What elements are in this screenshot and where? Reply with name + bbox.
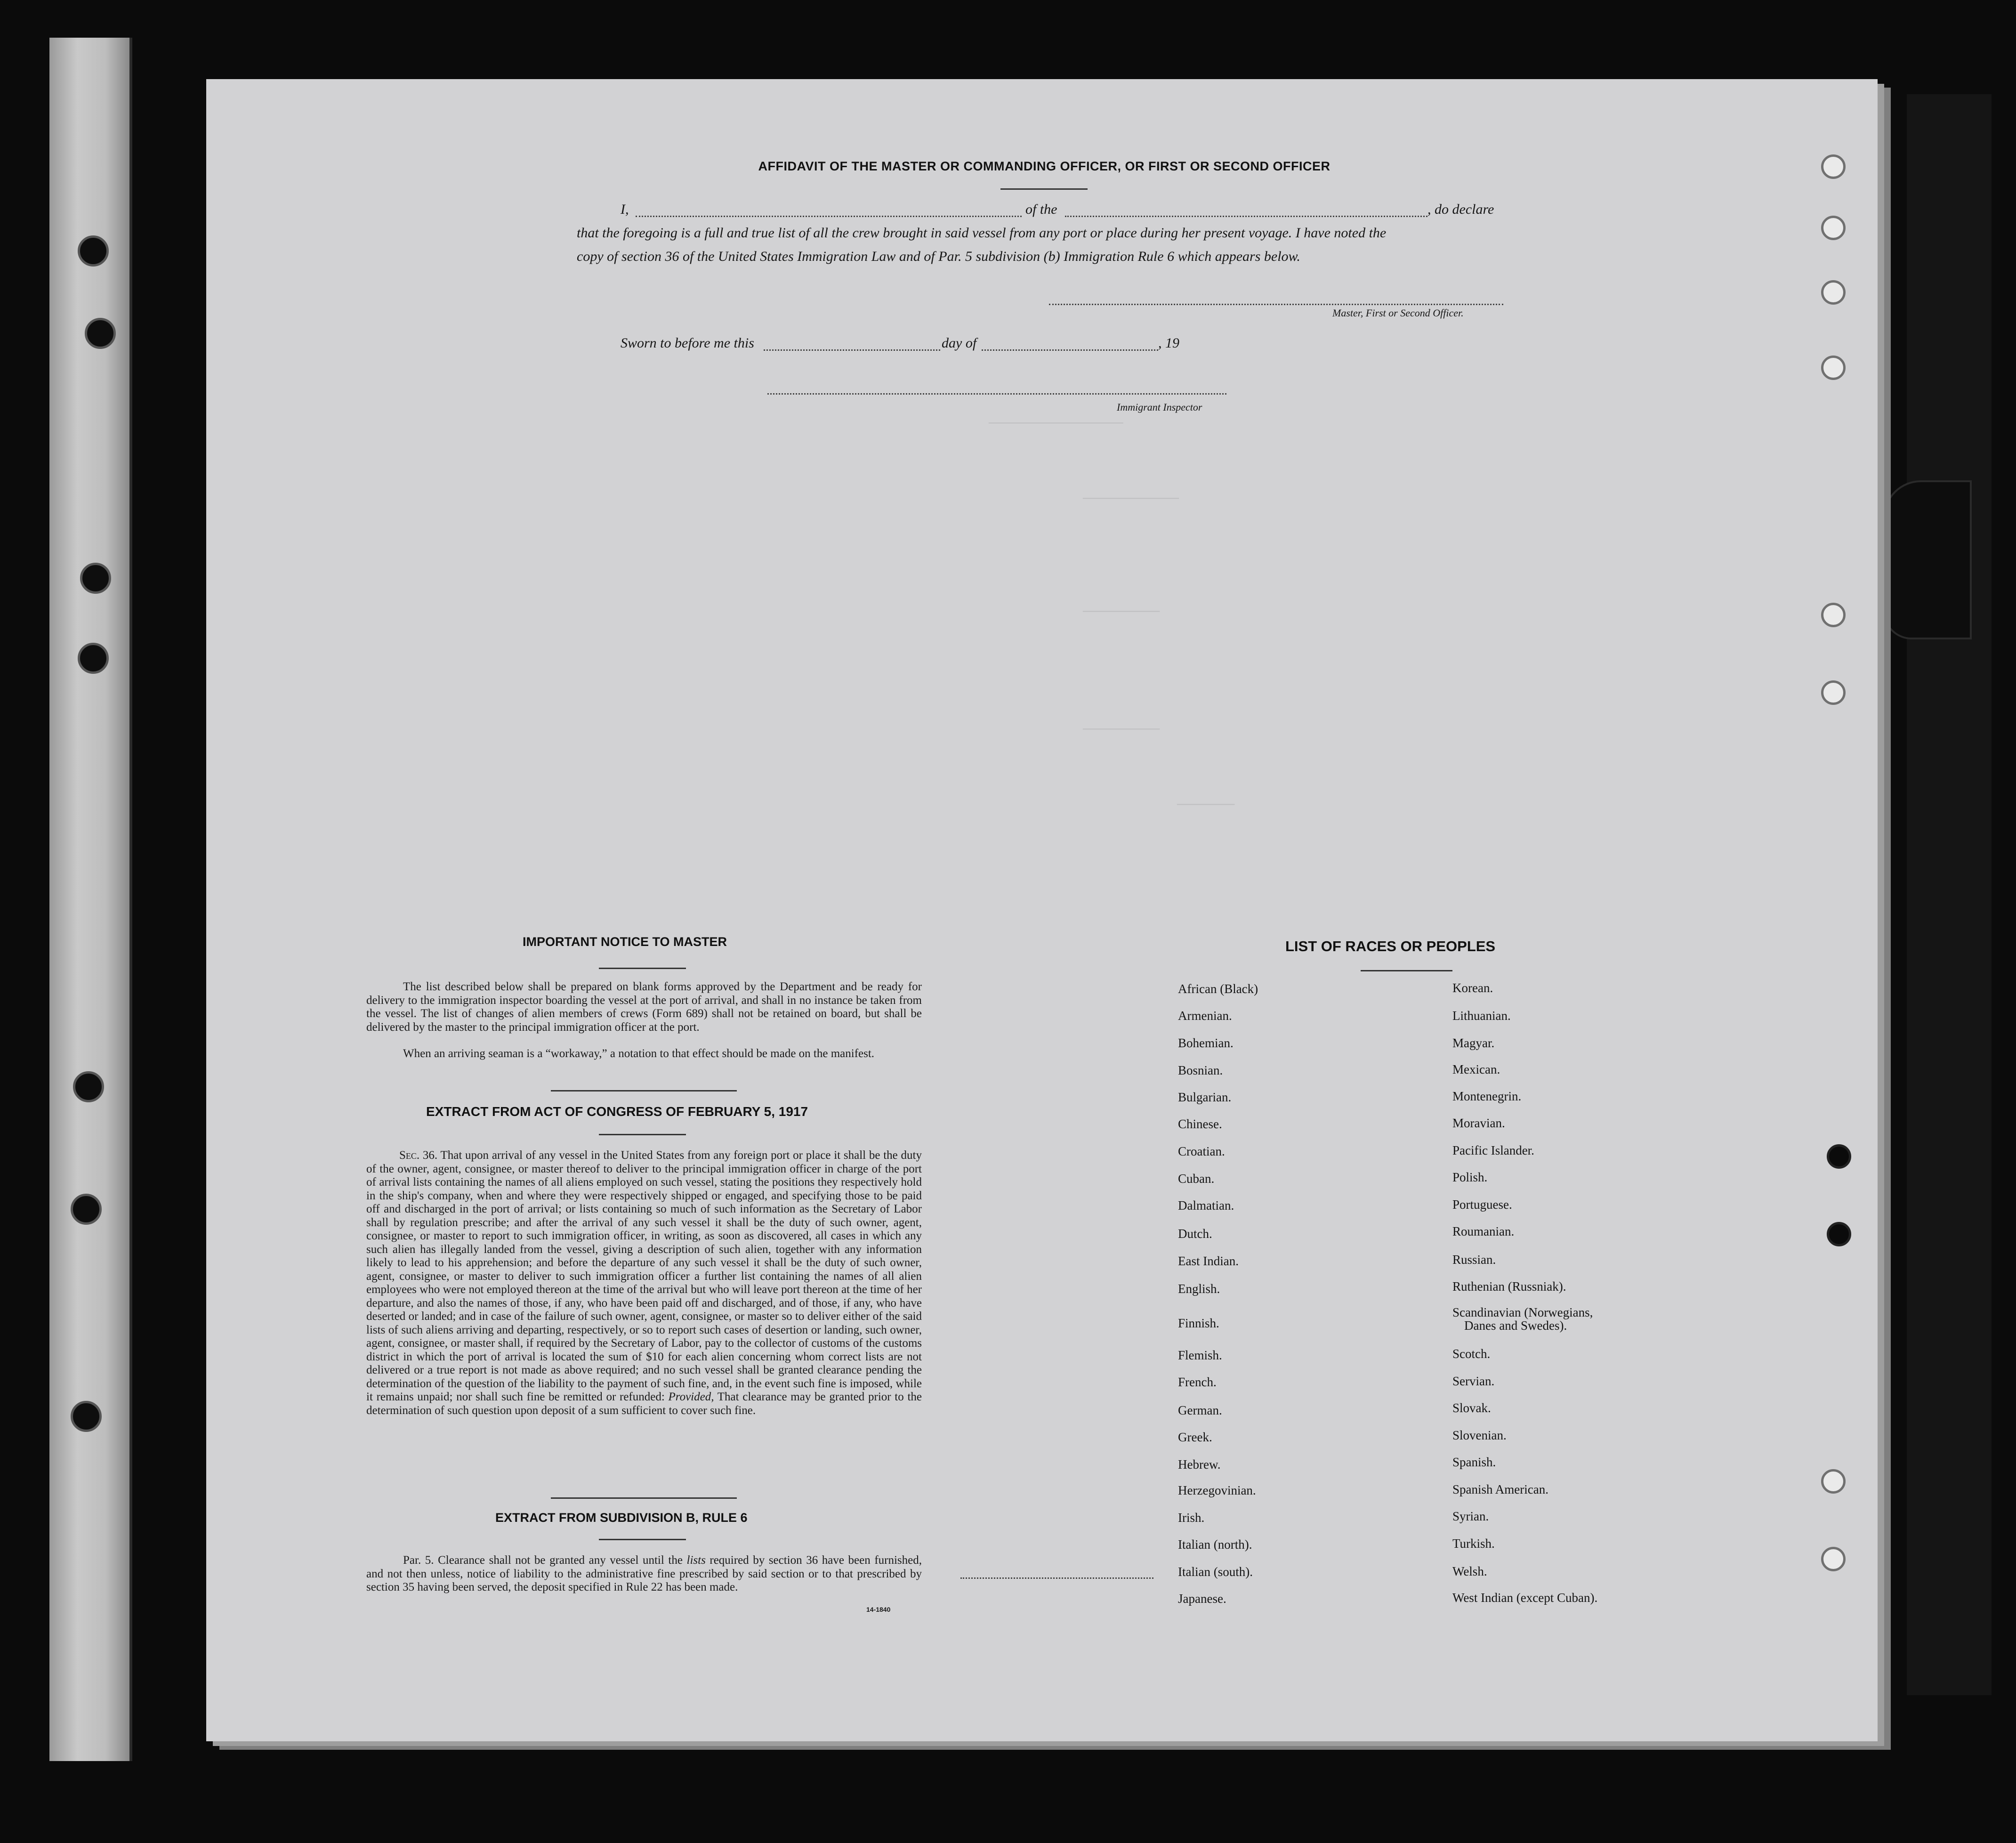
race-item: Mexican. — [1452, 1062, 1500, 1076]
race-item: Finnish. — [1178, 1316, 1219, 1330]
binding-hole — [71, 1401, 102, 1432]
act-divider — [599, 1134, 686, 1135]
provided-word: Provided, — [668, 1390, 714, 1403]
sworn-month-field[interactable] — [982, 349, 1158, 351]
binding-hole — [78, 643, 109, 674]
punch-hole — [1821, 680, 1846, 705]
notice-text: The list described below shall be prepared on blank forms approved by the Department and be ready for delivery to the immigration inspector boarding the vessel at the port of arrival, and shall in no instance be taken from the vessel. The list of changes of alien members of crews (Form 689) shall not be retained on board, but shall be delivered by the master to the principal immigration officer at the port. — [366, 980, 922, 1034]
vessel-name-field[interactable] — [1065, 216, 1427, 217]
punch-hole — [1821, 1547, 1846, 1571]
affidavit-statement-line: that the foregoing is a full and true list of all the crew brought in said vessel from any port or place during her present voyage. I have noted the — [577, 225, 1387, 241]
section-divider — [551, 1090, 737, 1091]
binding-hole — [73, 1071, 104, 1102]
race-item: Herzegovinian. — [1178, 1483, 1256, 1497]
binding-hole — [80, 563, 111, 594]
inspector-signature-field[interactable] — [767, 393, 1226, 395]
bleed-through-texture: ———————— — [1083, 720, 1160, 738]
race-item: Scandinavian (Norwegians, — [1452, 1305, 1593, 1319]
binder-tab — [1883, 480, 1972, 639]
affidavit-declare-label: , do declare — [1427, 202, 1494, 217]
race-item: Spanish. — [1452, 1455, 1496, 1469]
punch-hole — [1827, 1144, 1851, 1169]
section-divider — [551, 1497, 737, 1499]
race-item: Syrian. — [1452, 1509, 1489, 1523]
race-item: Flemish. — [1178, 1348, 1222, 1362]
notice-title: IMPORTANT NOTICE TO MASTER — [523, 935, 727, 949]
bleed-through-texture: —————— — [1177, 796, 1235, 814]
binding-hole — [71, 1194, 102, 1225]
bleed-through-texture: ———————— — [1083, 603, 1160, 621]
races-title: LIST OF RACES OR PEOPLES — [1285, 938, 1496, 954]
punch-hole — [1821, 154, 1846, 179]
act-closing-text: That clearance may be granted prior to the determination of such question upon deposit of a sum sufficient to cover such fine. — [366, 1390, 922, 1417]
officer-signature-field[interactable] — [1049, 304, 1503, 305]
punch-hole — [1821, 216, 1846, 240]
binding-hole — [78, 235, 109, 267]
race-item: Croatian. — [1178, 1144, 1225, 1158]
sheet-edge-shadow — [1907, 94, 1992, 1695]
race-item: Servian. — [1452, 1374, 1495, 1388]
race-item: Bohemian. — [1178, 1036, 1234, 1050]
rule-text-b: required by section 36 have been furnished, and not then unless, notice of liability to the administrative fine prescribed by said section or to that prescribed by section 35 having been served, the deposit specified in Rule 22 has been made. — [366, 1554, 922, 1593]
affidavit-of-the-label: of the — [1025, 202, 1057, 217]
race-item: Magyar. — [1452, 1036, 1495, 1050]
officer-signature-label: Master, First or Second Officer. — [1332, 307, 1464, 319]
race-item: Slovak. — [1452, 1401, 1491, 1415]
document-sheet — [206, 79, 1878, 1741]
notice-divider — [599, 968, 686, 969]
inspector-signature-label: Immigrant Inspector — [1117, 401, 1202, 413]
act-extract-title: EXTRACT FROM ACT OF CONGRESS OF FEBRUARY 5, 1917 — [426, 1104, 808, 1119]
officer-name-field[interactable] — [636, 216, 1022, 217]
race-item: Ruthenian (Russniak). — [1452, 1279, 1566, 1293]
sworn-label: Sworn to before me this — [621, 335, 754, 351]
race-item: English. — [1178, 1282, 1220, 1296]
rule-text-a: Par. 5. Clearance shall not be granted any vessel until the — [403, 1554, 683, 1567]
bleed-through-texture: —————————————— — [989, 414, 1123, 432]
binding-hole — [85, 318, 116, 349]
race-item: Danes and Swedes). — [1464, 1318, 1567, 1333]
race-item: Pacific Islander. — [1452, 1143, 1534, 1157]
race-item: Japanese. — [1178, 1592, 1226, 1606]
race-item: Bulgarian. — [1178, 1090, 1232, 1104]
race-item: East Indian. — [1178, 1254, 1239, 1268]
punch-hole — [1821, 603, 1846, 627]
race-item: German. — [1178, 1403, 1222, 1417]
race-item: Chinese. — [1178, 1117, 1222, 1131]
notice-paragraph — [366, 980, 922, 1034]
notice-text: When an arriving seaman is a “workaway,” a notation to that effect should be made on the manifest. — [403, 1047, 875, 1060]
title-divider — [1000, 188, 1088, 190]
form-number: 14-1840 — [866, 1606, 891, 1613]
race-item: Dalmatian. — [1178, 1198, 1234, 1212]
affidavit-title: AFFIDAVIT OF THE MASTER OR COMMANDING OFFICER, OR FIRST OR SECOND OFFICER — [758, 159, 1331, 173]
race-item: Korean. — [1452, 981, 1493, 995]
bleed-through-texture: —————————— — [1083, 490, 1179, 508]
race-item: Hebrew. — [1178, 1457, 1221, 1471]
race-item: Moravian. — [1452, 1116, 1505, 1130]
races-divider — [1361, 970, 1452, 971]
race-item: Italian (south). — [1178, 1565, 1253, 1579]
punch-hole — [1821, 356, 1846, 380]
race-item: Bosnian. — [1178, 1063, 1223, 1077]
race-item: Polish. — [1452, 1170, 1488, 1184]
race-item: French. — [1178, 1375, 1217, 1389]
affidavit-i-label: I, — [621, 202, 629, 217]
race-item: Italian (north). — [1178, 1537, 1252, 1552]
section-label: Sec. 36. — [399, 1149, 438, 1162]
year-label: , 19 — [1158, 335, 1179, 351]
punch-hole — [1821, 280, 1846, 305]
rule-extract-title: EXTRACT FROM SUBDIVISION B, RULE 6 — [495, 1511, 748, 1525]
race-item: Dutch. — [1178, 1227, 1212, 1241]
race-item: Welsh. — [1452, 1564, 1487, 1578]
notice-paragraph — [366, 1047, 922, 1061]
race-item: Portuguese. — [1452, 1197, 1512, 1212]
race-item: Russian. — [1452, 1253, 1496, 1267]
act-body-text: That upon arrival of any vessel in the United States from any foreign port or place it shall be the duty of the owner, agent, consignee, or master thereof to deliver to the principal immigration officer in charge of the port of arrival lists containing the names of all aliens employed on such vessel, stating the positions they respectively hold in the ship's company, when and where they were respectively shipped or engaged, and specifying those to be paid off and discharged in the port of arrival; or lists containing so much of such information as the Secretary of Labor shall by regulation prescribe; and after the arrival of any such vessel it shall be the duty of such owner, agent, consignee, or master to report to such immigration officer, in writing, as soon as discovered, all cases in which any such alien has illegally landed from the vessel, giving a description of such alien, together with any information likely to lead to his apprehension; and before the departure of any such vessel it shall be the duty of such owner, agent, consignee, or master to deliver to such immigration officer a further list containing the names of all alien employees who were not employed thereon at the time of the arrival but who will leave port thereon at the time of her departure, and also the names of those, if any, who have been paid off and discharged, and of those, if any, who have deserted or landed; and in case of the failure of such owner, agent, consignee, or master so to deliver either of the said lists of such aliens arriving and departing, respectively, or so to report such cases of desertion or landing, such owner, agent, consignee, or master shall, if required by the Secretary of Labor, pay to the collector of customs of the customs district in which the port of arrival is located the sum of $10 for each alien concerning whom correct lists are not delivered or a true report is not made as above required; and no such vessel shall be granted clearance pending the determination of the question of the liability to the payment of such fine, and, in the event such fine is imposed, while it remains unpaid; nor shall such fine be remitted or refunded: — [366, 1149, 922, 1403]
rule-extract-text — [366, 1554, 922, 1594]
race-item: Spanish American. — [1452, 1482, 1548, 1496]
race-item: Greek. — [1178, 1430, 1212, 1444]
punch-hole — [1821, 1469, 1846, 1494]
race-item: Cuban. — [1178, 1172, 1215, 1186]
race-item: African (Black) — [1178, 982, 1258, 996]
race-item: Lithuanian. — [1452, 1009, 1511, 1023]
race-item: Scotch. — [1452, 1347, 1491, 1361]
margin-dots — [960, 1577, 1153, 1579]
rule-divider — [599, 1539, 686, 1540]
punch-hole — [1827, 1222, 1851, 1246]
act-extract-text — [366, 1149, 922, 1417]
race-item: Turkish. — [1452, 1536, 1495, 1551]
race-item: West Indian (except Cuban). — [1452, 1591, 1598, 1605]
race-item: Roumanian. — [1452, 1224, 1515, 1238]
sworn-day-field[interactable] — [764, 349, 940, 351]
race-item: Slovenian. — [1452, 1428, 1507, 1442]
day-of-label: day of — [942, 335, 977, 351]
race-item: Armenian. — [1178, 1009, 1232, 1023]
lists-word: lists — [686, 1554, 706, 1567]
affidavit-statement-line: copy of section 36 of the United States Immigration Law and of Par. 5 subdivision (b) Immigration Rule 6 which appears below. — [577, 249, 1300, 264]
race-item: Irish. — [1178, 1511, 1205, 1525]
binding-strip — [49, 38, 132, 1761]
race-item: Montenegrin. — [1452, 1089, 1522, 1103]
